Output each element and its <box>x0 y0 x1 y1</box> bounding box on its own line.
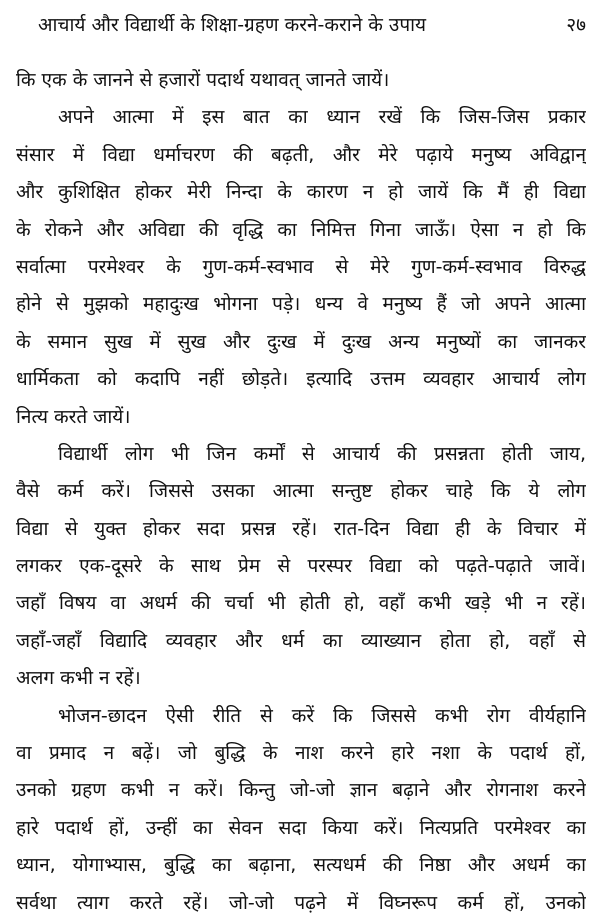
paragraph-first-line: विद्यार्थी लोग भी जिन कर्मों से आचार्य की प्रसन्नता होती जाय, <box>58 442 586 465</box>
text-line: उनको ग्रहण कभी न करें। किन्तु जो-जो ज्ञान बढ़ाने और रोगनाश करने <box>16 779 586 802</box>
text-line: वैसे कर्म करें। जिससे उसका आत्मा सन्तुष्ट होकर चाहे कि ये लोग <box>16 480 586 503</box>
text-line: होने से मुझको महादुःख भोगना पड़े। धन्य वे मनुष्य हैं जो अपने आत्मा <box>16 293 586 316</box>
text-line: और कुशिक्षित होकर मेरी निन्दा के कारण न हो जायें कि मैं ही विद्या <box>16 181 586 204</box>
text-line: वा प्रमाद न बढ़ें। जो बुद्धि के नाश करने हारे नशा के पदार्थ हों, <box>16 742 586 765</box>
text-line: सर्वथा त्याग करते रहें। जो-जो पढ़ने में विघ्नरूप कर्म हों, उनको <box>16 891 586 914</box>
chapter-title: आचार्य और विद्यार्थी के शिक्षा-ग्रहण करने-कराने के उपाय <box>38 14 427 36</box>
text-line: अलग कभी न रहें। <box>16 667 141 690</box>
running-header <box>16 12 586 38</box>
text-line: धार्मिकता को कदापि नहीं छोड़ते। इत्यादि उत्तम व्यवहार आचार्य लोग <box>16 368 586 391</box>
text-line: नित्य करते जायें। <box>16 405 131 428</box>
text-line: सर्वात्मा परमेश्वर के गुण-कर्म-स्वभाव से मेरे गुण-कर्म-स्वभाव विरुद्ध <box>16 255 586 278</box>
text-line: के रोकने और अविद्या की वृद्धि का निमित्त गिना जाऊँ। ऐसा न हो कि <box>16 218 586 241</box>
text-line: के समान सुख में सुख और दुःख में दुःख अन्य मनुष्यों का जानकर <box>16 330 586 353</box>
text-line: जहाँ विषय वा अधर्म की चर्चा भी होती हो, वहाँ कभी खड़े भी न रहें। <box>16 592 586 615</box>
text-line: विद्या से युक्त होकर सदा प्रसन्न रहें। रात-दिन विद्या ही के विचार में <box>16 517 586 540</box>
text-line: कि एक के जानने से हजारों पदार्थ यथावत् जानते जायें। <box>16 69 390 91</box>
text-line: जहाँ-जहाँ विद्यादि व्यवहार और धर्म का व्याख्यान होता हो, वहाँ से <box>16 629 586 652</box>
book-page <box>16 0 586 914</box>
text-line: हारे पदार्थ हों, उन्हीं का सेवन सदा किया करें। नित्यप्रति परमेश्वर का <box>16 816 586 839</box>
body-text <box>16 62 586 922</box>
text-line: लगकर एक-दूसरे के साथ प्रेम से परस्पर विद्या को पढ़ते-पढ़ाते जावें। <box>16 555 586 578</box>
paragraph-first-line: अपने आत्मा में इस बात का ध्यान रखें कि जिस-जिस प्रकार <box>58 106 586 129</box>
text-line: ध्यान, योगाभ्यास, बुद्धि का बढ़ाना, सत्यधर्म की निष्ठा और अधर्म का <box>16 854 586 877</box>
paragraph-first-line: भोजन-छादन ऐसी रीति से करें कि जिससे कभी रोग वीर्यहानि <box>58 704 586 727</box>
text-line: संसार में विद्या धर्माचरण की बढ़ती, और मेरे पढ़ाये मनुष्य अविद्वान् <box>16 143 586 166</box>
page-number: २७ <box>566 14 586 36</box>
